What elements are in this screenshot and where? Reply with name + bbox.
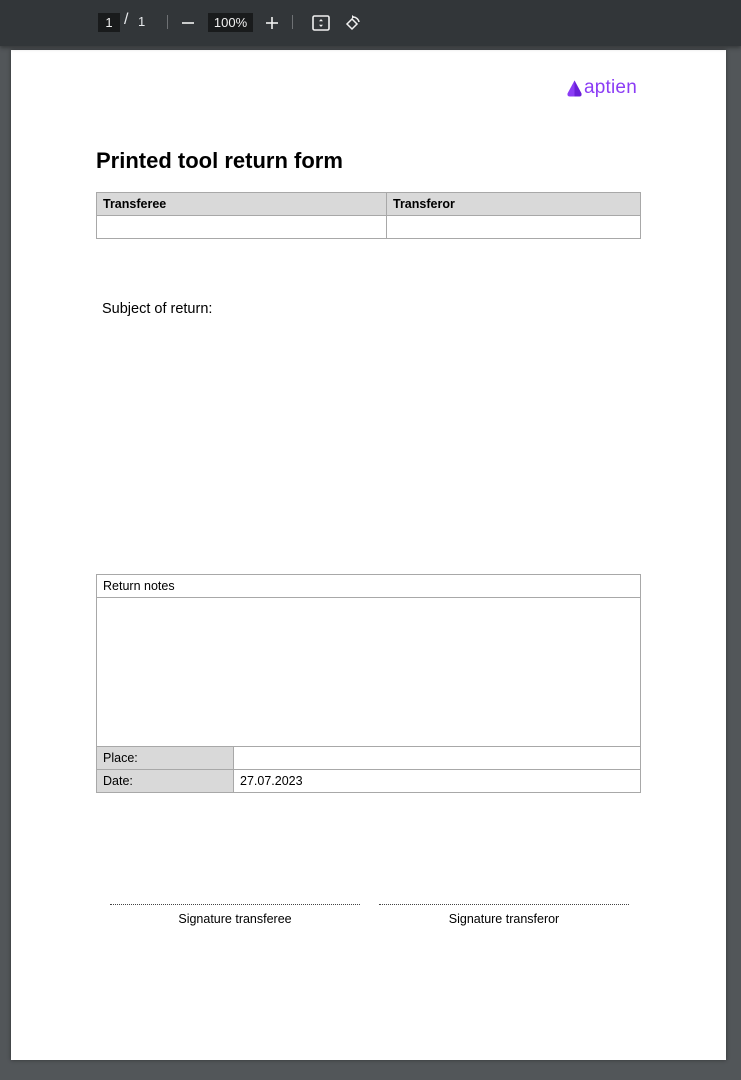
page-number-input[interactable]: 1 xyxy=(98,13,120,32)
zoom-in-button[interactable] xyxy=(260,11,284,35)
zoom-out-button[interactable] xyxy=(176,11,200,35)
return-notes-table xyxy=(96,574,641,793)
date-field[interactable]: 27.07.2023 xyxy=(234,770,641,793)
signature-transferee-label: Signature transferee xyxy=(178,912,292,926)
pdf-page xyxy=(11,50,726,1060)
transferor-header: Transferor xyxy=(387,193,641,216)
logo-mark-icon xyxy=(567,80,582,97)
fit-to-page-icon xyxy=(312,15,330,31)
plus-icon xyxy=(265,16,279,30)
rotate-icon xyxy=(344,14,362,32)
place-label: Place: xyxy=(97,747,234,770)
aptien-logo xyxy=(567,77,637,99)
page-title: Printed tool return form xyxy=(96,148,343,173)
fit-to-page-button[interactable] xyxy=(309,11,333,35)
return-notes-field[interactable] xyxy=(97,598,641,747)
signature-transferor-label: Signature transferor xyxy=(448,912,560,926)
subject-of-return-label: Subject of return: xyxy=(102,301,213,317)
return-notes-header: Return notes xyxy=(97,575,641,598)
toolbar-divider xyxy=(292,15,293,29)
total-pages: 1 xyxy=(138,14,146,29)
place-field[interactable] xyxy=(234,747,641,770)
minus-icon xyxy=(181,16,195,30)
transferee-header: Transferee xyxy=(97,193,387,216)
transferee-field[interactable] xyxy=(97,216,387,239)
parties-table xyxy=(96,192,641,239)
transferor-field[interactable] xyxy=(387,216,641,239)
pdf-toolbar xyxy=(0,0,741,46)
logo-wordmark: aptien xyxy=(584,77,637,98)
toolbar-divider xyxy=(167,15,168,29)
signature-line-transferor xyxy=(379,904,629,905)
page-separator: / xyxy=(124,11,129,28)
signature-line-transferee xyxy=(110,904,360,905)
rotate-button[interactable] xyxy=(341,11,365,35)
zoom-level-input[interactable]: 100% xyxy=(208,13,253,32)
date-label: Date: xyxy=(97,770,234,793)
